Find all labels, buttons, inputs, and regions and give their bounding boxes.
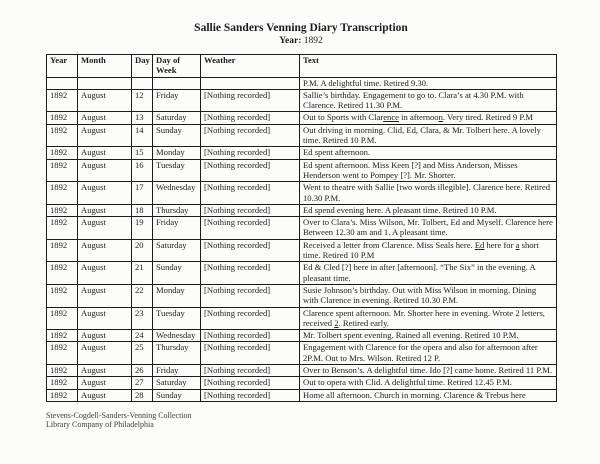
cell-year: 1892 <box>47 262 78 285</box>
cell-day-of-week <box>153 77 201 89</box>
cell-day-of-week: Wednesday <box>153 330 201 342</box>
diary-table <box>46 54 557 402</box>
cell-month: August <box>78 147 132 159</box>
table-row <box>47 262 557 285</box>
header-month: Month <box>78 55 132 78</box>
cell-text: Engagement with Clarence for the opera and also for afternoon after 2P.M. Out to Mrs. Wilson. Retired 12 P. <box>300 342 557 365</box>
cell-day-of-week: Saturday <box>153 112 201 124</box>
cell-weather: [Nothing recorded] <box>201 262 300 285</box>
cell-month: August <box>78 124 132 147</box>
cell-day: 14 <box>132 124 153 147</box>
cell-weather: [Nothing recorded] <box>201 182 300 205</box>
cell-text: Out to opera with Clid. A delightful time. Retired 12.45 P.M. <box>300 377 557 389</box>
cell-text: Clarence spent afternoon. Mr. Shorter here in evening. Wrote 2 letters, received 2. Retired early. <box>300 307 557 330</box>
institution-name: Library Company of Philadelphia <box>46 420 154 430</box>
cell-month: August <box>78 389 132 401</box>
cell-day: 12 <box>132 89 153 112</box>
cell-year: 1892 <box>47 204 78 216</box>
page-footer <box>46 411 556 430</box>
cell-month: August <box>78 365 132 377</box>
header-text: Text <box>300 55 557 78</box>
cell-text: Received a letter from Clarence. Miss Seals here. Ed here for a short time. Retired 10 P.M <box>300 239 557 262</box>
table-row <box>47 124 557 147</box>
cell-day: 13 <box>132 112 153 124</box>
cell-day: 19 <box>132 217 153 240</box>
table-header-row <box>47 55 557 78</box>
cell-day-of-week: Sunday <box>153 124 201 147</box>
header-weather: Weather <box>201 55 300 78</box>
cell-day-of-week: Thursday <box>153 342 201 365</box>
cell-text: Home all afternoon. Church in morning. Clarence & Trebus here <box>300 389 557 401</box>
cell-weather: [Nothing recorded] <box>201 239 300 262</box>
cell-weather: [Nothing recorded] <box>201 342 300 365</box>
cell-weather: [Nothing recorded] <box>201 159 300 182</box>
year-value: 1892 <box>303 36 323 46</box>
table-row <box>47 77 557 89</box>
cell-year: 1892 <box>47 239 78 262</box>
cell-year: 1892 <box>47 159 78 182</box>
cell-text: Mr. Tolbert spent evening. Rained all evening. Retired 10 P.M. <box>300 330 557 342</box>
cell-month: August <box>78 112 132 124</box>
table-row <box>47 182 557 205</box>
cell-weather: [Nothing recorded] <box>201 217 300 240</box>
cell-weather: [Nothing recorded] <box>201 307 300 330</box>
cell-weather: [Nothing recorded] <box>201 124 300 147</box>
cell-month: August <box>78 239 132 262</box>
cell-day: 20 <box>132 239 153 262</box>
cell-weather: [Nothing recorded] <box>201 330 300 342</box>
table-row <box>47 217 557 240</box>
header-day-of-week: Day of Week <box>153 55 201 78</box>
table-row <box>47 284 557 307</box>
table-row <box>47 377 557 389</box>
header-year: Year <box>47 55 78 78</box>
cell-text: Over to Clara’s. Miss Wilson, Mr. Tolbert, Ed and Myself. Clarence here Between 12.30 am and 1. A pleasant time. <box>300 217 557 240</box>
cell-day <box>132 77 153 89</box>
cell-day-of-week: Sunday <box>153 262 201 285</box>
table-row <box>47 389 557 401</box>
cell-day-of-week: Saturday <box>153 377 201 389</box>
cell-day: 16 <box>132 159 153 182</box>
table-row <box>47 89 557 112</box>
cell-day-of-week: Friday <box>153 89 201 112</box>
cell-text: Ed spent afternoon. <box>300 147 557 159</box>
cell-month: August <box>78 342 132 365</box>
cell-weather: [Nothing recorded] <box>201 365 300 377</box>
cell-day-of-week: Friday <box>153 217 201 240</box>
cell-day: 27 <box>132 377 153 389</box>
diary-table-body <box>47 77 557 401</box>
cell-day-of-week: Wednesday <box>153 182 201 205</box>
table-row <box>47 342 557 365</box>
cell-day-of-week: Tuesday <box>153 159 201 182</box>
collection-name: Stevens-Cogdell-Sanders-Venning Collection <box>46 410 192 420</box>
cell-year: 1892 <box>47 182 78 205</box>
table-row <box>47 365 557 377</box>
cell-text: Ed spent afternoon. Miss Keen [?] and Miss Anderson, Misses Henderson went to Pompey [?]. Mr. Shorter. <box>300 159 557 182</box>
cell-text: Sallie’s birthday. Engagement to go to. Clara’s at 4.30 P.M. with Clarence. Retired 11.30 P.M. <box>300 89 557 112</box>
cell-month: August <box>78 262 132 285</box>
cell-month: August <box>78 217 132 240</box>
cell-year: 1892 <box>47 342 78 365</box>
cell-year: 1892 <box>47 307 78 330</box>
cell-day-of-week: Tuesday <box>153 307 201 330</box>
cell-year: 1892 <box>47 89 78 112</box>
year-label: Year: <box>279 36 302 46</box>
cell-month: August <box>78 307 132 330</box>
cell-text: Went to theatre with Sallie [two words illegible]. Clarence here. Retired 10.30 P.M. <box>300 182 557 205</box>
cell-text: Ed & Cled [?] here in after [afternoon]. “The Six” in the evening. A pleasant time. <box>300 262 557 285</box>
cell-year: 1892 <box>47 147 78 159</box>
cell-year: 1892 <box>47 284 78 307</box>
cell-weather: [Nothing recorded] <box>201 284 300 307</box>
cell-text: Out driving in morning. Clid, Ed, Clara, & Mr. Tolbert here. A lovely time. Retired 10 P.M. <box>300 124 557 147</box>
table-row <box>47 147 557 159</box>
cell-day: 23 <box>132 307 153 330</box>
table-row <box>47 204 557 216</box>
cell-day-of-week: Sunday <box>153 389 201 401</box>
cell-text: Over to Benson’s. A delightful time. Ido [?] came home. Retired 11 P.M. <box>300 365 557 377</box>
cell-year: 1892 <box>47 112 78 124</box>
table-row <box>47 112 557 124</box>
cell-weather: [Nothing recorded] <box>201 89 300 112</box>
header-day: Day <box>132 55 153 78</box>
cell-day: 21 <box>132 262 153 285</box>
cell-weather: [Nothing recorded] <box>201 204 300 216</box>
cell-month: August <box>78 330 132 342</box>
cell-day-of-week: Saturday <box>153 239 201 262</box>
cell-month: August <box>78 284 132 307</box>
table-row <box>47 239 557 262</box>
cell-month: August <box>78 182 132 205</box>
cell-month: August <box>78 89 132 112</box>
cell-day: 22 <box>132 284 153 307</box>
cell-weather: [Nothing recorded] <box>201 389 300 401</box>
cell-day-of-week: Monday <box>153 284 201 307</box>
cell-day-of-week: Friday <box>153 365 201 377</box>
cell-year <box>47 77 78 89</box>
cell-year: 1892 <box>47 124 78 147</box>
cell-day: 24 <box>132 330 153 342</box>
cell-day: 28 <box>132 389 153 401</box>
cell-month: August <box>78 204 132 216</box>
cell-day: 15 <box>132 147 153 159</box>
cell-day: 25 <box>132 342 153 365</box>
page-subtitle <box>46 35 556 47</box>
cell-year: 1892 <box>47 389 78 401</box>
cell-year: 1892 <box>47 365 78 377</box>
cell-weather: [Nothing recorded] <box>201 147 300 159</box>
cell-text: Susie Johnson’s birthday. Out with Miss Wilson in morning. Dining with Clarence in evening. Retired 10.30 P.M. <box>300 284 557 307</box>
cell-text: P.M. A delightful time. Retired 9.30. <box>300 77 557 89</box>
cell-day: 18 <box>132 204 153 216</box>
cell-weather: [Nothing recorded] <box>201 112 300 124</box>
cell-day-of-week: Thursday <box>153 204 201 216</box>
table-row <box>47 159 557 182</box>
cell-weather: [Nothing recorded] <box>201 377 300 389</box>
cell-day-of-week: Monday <box>153 147 201 159</box>
cell-month <box>78 77 132 89</box>
cell-text: Out to Sports with Clarence in afternoon. Very tired. Retired 9 P.M <box>300 112 557 124</box>
page-title: Sallie Sanders Venning Diary Transcription <box>194 22 408 34</box>
cell-text: Ed spend evening here. A pleasant time. Retired 10 P.M. <box>300 204 557 216</box>
cell-month: August <box>78 377 132 389</box>
cell-year: 1892 <box>47 217 78 240</box>
cell-year: 1892 <box>47 330 78 342</box>
table-row <box>47 307 557 330</box>
cell-weather <box>201 77 300 89</box>
table-row <box>47 330 557 342</box>
cell-day: 26 <box>132 365 153 377</box>
cell-month: August <box>78 159 132 182</box>
cell-day: 17 <box>132 182 153 205</box>
cell-year: 1892 <box>47 377 78 389</box>
